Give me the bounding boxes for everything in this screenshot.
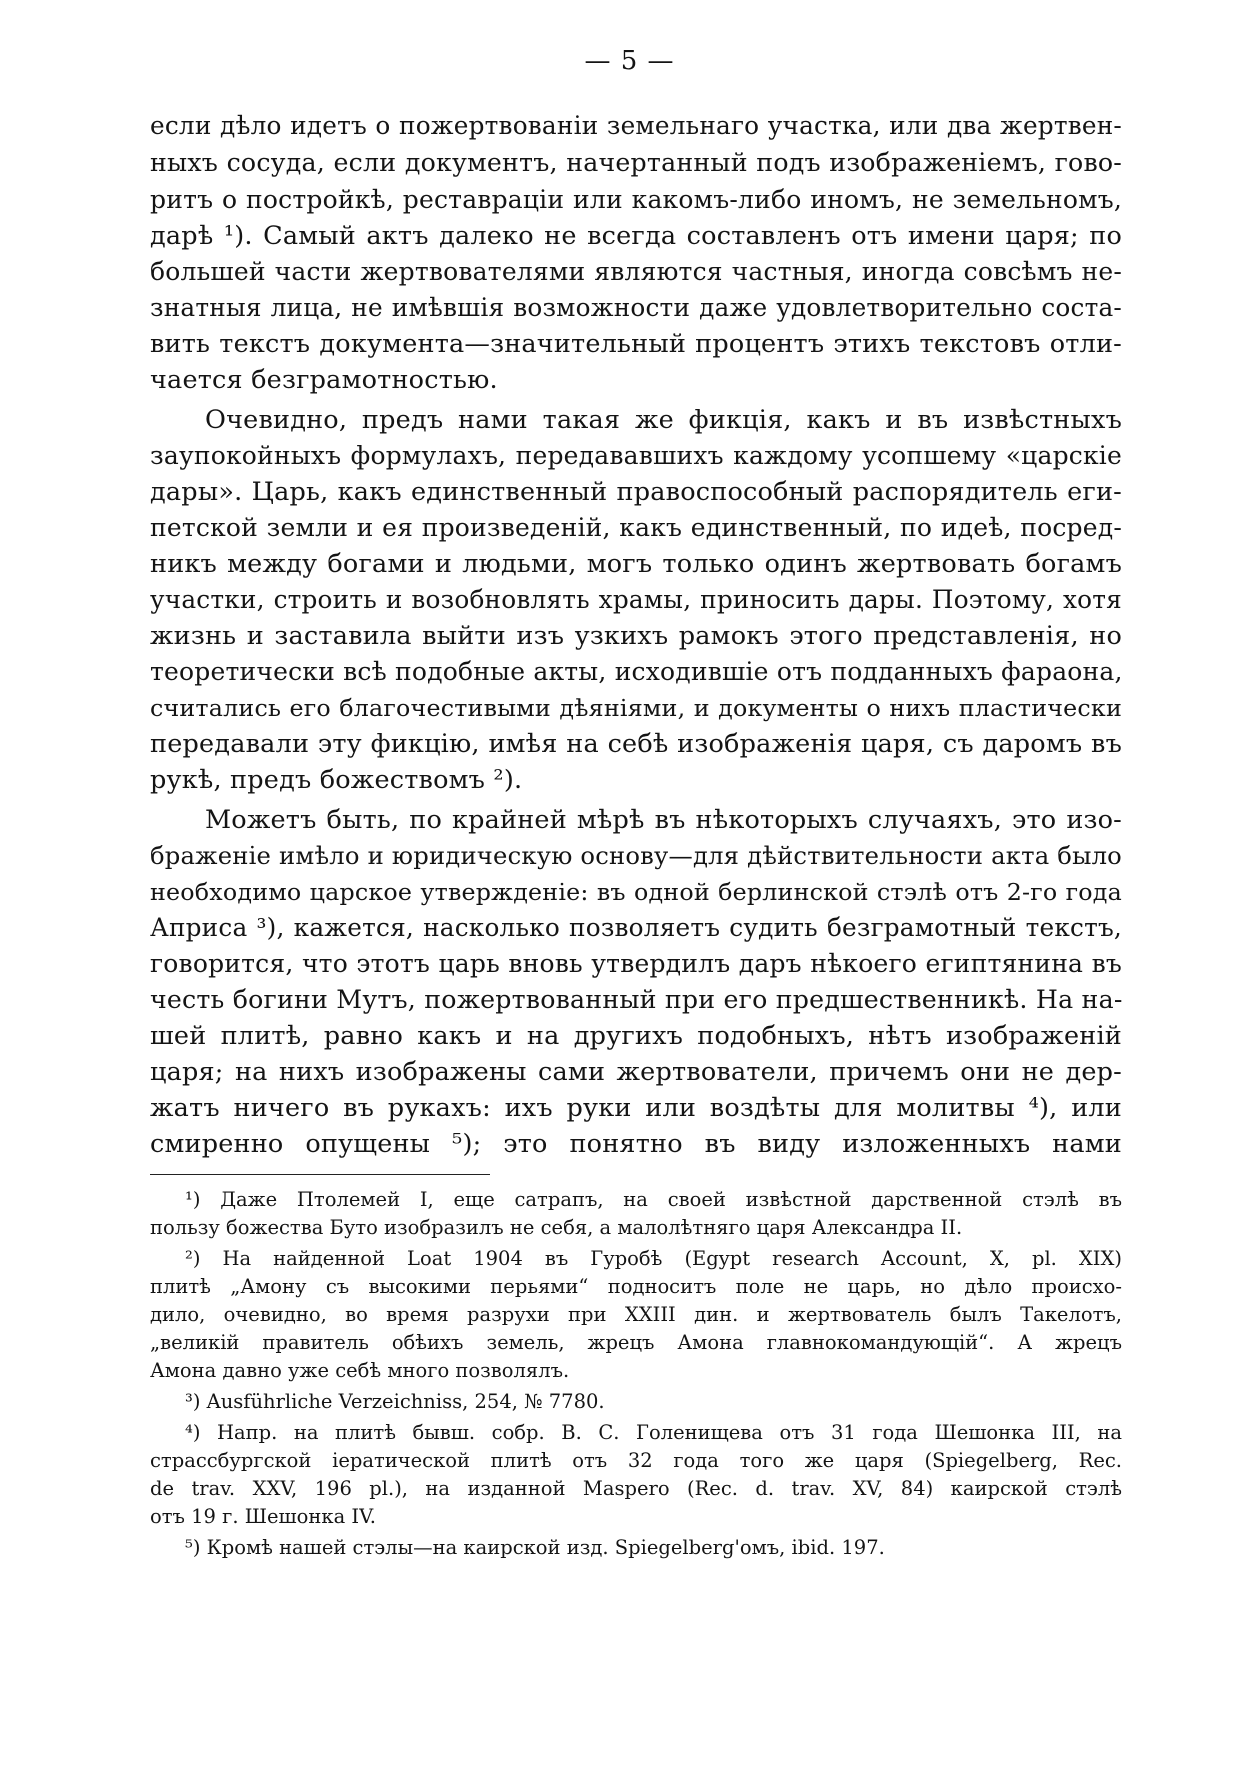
body-line: честь богини Мутъ, пожертвованный при его предшественникѣ. На на- bbox=[150, 985, 1123, 1014]
body-line: заупокойныхъ формулахъ, передававшихъ каждому усопшему «царскіе bbox=[150, 441, 1122, 470]
paragraph-start-line: Можетъ быть, по крайней мѣрѣ въ нѣкоторыхъ случаяхъ, это изо- bbox=[205, 805, 1122, 835]
body-line: жизнь и заставила выйти изъ узкихъ рамокъ этого представленія, но bbox=[150, 621, 1122, 651]
body-line: рукѣ, предъ божествомъ ²). bbox=[150, 765, 523, 795]
footnote-line: плитѣ „Амону съ высокими перьями“ подноситъ поле не царь, но дѣло происхо- bbox=[150, 1275, 1122, 1298]
body-line: теоретически всѣ подобные акты, исходившіе отъ подданныхъ фараона, bbox=[150, 657, 1123, 686]
body-line: передавали эту фикцію, имѣя на себѣ изображенія царя, съ даромъ въ bbox=[150, 729, 1122, 759]
footnote-4: ⁴) Напр. на плитѣ бывш. собр. В. С. Голенищева отъ 31 года Шешонка III, на bbox=[185, 1421, 1122, 1444]
body-line: если дѣло идетъ о пожертвованіи земельнаго участка, или два жертвен- bbox=[150, 111, 1122, 140]
footnote-1: ¹) Даже Птолемей I, еще сатрапъ, на своей извѣстной дарственной стэлѣ въ bbox=[185, 1188, 1122, 1211]
body-line: браженіе имѣло и юридическую основу—для дѣйствительности акта было bbox=[150, 841, 1122, 870]
body-line: знатныя лица, не имѣвшія возможности даже удовлетворительно соста- bbox=[150, 293, 1122, 322]
body-line: царя; на нихъ изображены сами жертвователи, причемъ они не дер- bbox=[150, 1057, 1122, 1087]
paragraph-start-line: Очевидно, предъ нами такая же фикція, какъ и въ извѣстныхъ bbox=[205, 405, 1122, 435]
footnote-5: ⁵) Кромѣ нашей стэлы—на каирской изд. Spiegelberg'омъ, ibid. 197. bbox=[185, 1536, 885, 1559]
body-line: чается безграмотностью. bbox=[150, 365, 498, 395]
body-line: Априса ³), кажется, насколько позволяетъ судить безграмотный текстъ, bbox=[150, 913, 1122, 942]
body-line: шей плитѣ, равно какъ и на другихъ подобныхъ, нѣтъ изображеній bbox=[150, 1021, 1122, 1051]
body-line: дары». Царь, какъ единственный правоспособный распорядитель еги- bbox=[150, 477, 1122, 507]
body-line: вить текстъ документа—значительный процентъ этихъ текстовъ отли- bbox=[150, 329, 1122, 359]
body-line: жатъ ничего въ рукахъ: ихъ руки или воздѣты для молитвы ⁴), или bbox=[150, 1093, 1122, 1123]
body-line: смиренно опущены ⁵); это понятно въ виду изложенныхъ нами bbox=[150, 1129, 1122, 1159]
body-line: большей части жертвователями являются частныя, иногда совсѣмъ не- bbox=[150, 257, 1122, 286]
footnote-line: страссбургской іератической плитѣ отъ 32 года того же царя (Spiegelberg, Rec. bbox=[150, 1449, 1122, 1472]
footnote-line: Амона давно уже себѣ много позволялъ. bbox=[150, 1359, 570, 1382]
body-line: никъ между богами и людьми, могъ только одинъ жертвовать богамъ bbox=[150, 549, 1122, 579]
body-line: участки, строить и возобновлять храмы, приносить дары. Поэтому, хотя bbox=[150, 585, 1122, 614]
footnote-line: дило, очевидно, во время разрухи при XXIII дин. и жертвователь былъ Такелотъ, bbox=[150, 1303, 1122, 1326]
body-line: петской земли и ея произведеній, какъ единственный, по идеѣ, посред- bbox=[150, 513, 1122, 542]
footnote-2: ²) На найденной Loat 1904 въ Гуробѣ (Egypt research Account, X, pl. XIX) bbox=[185, 1247, 1122, 1270]
footnote-line: отъ 19 г. Шешонка IV. bbox=[150, 1505, 377, 1528]
footnote-line: пользу божества Буто изобразилъ не себя, а малолѣтняго царя Александра II. bbox=[150, 1216, 963, 1239]
body-line: ныхъ сосуда, если документъ, начертанный подъ изображеніемъ, гово- bbox=[150, 148, 1122, 177]
body-line: говорится, что этотъ царь вновь утвердилъ даръ нѣкоего египтянина въ bbox=[150, 949, 1122, 978]
footnote-divider bbox=[150, 1174, 490, 1175]
page-number: — 5 — bbox=[584, 46, 675, 76]
footnote-line: „великій правитель обѣихъ земель, жрецъ Амона главнокомандующій“. А жрецъ bbox=[150, 1331, 1122, 1354]
body-line: необходимо царское утвержденіе: въ одной берлинской стэлѣ отъ 2-го года bbox=[150, 878, 1122, 906]
body-line: считались его благочестивыми дѣяніями, и документы о нихъ пластически bbox=[150, 694, 1122, 722]
footnote-3: ³) Ausführliche Verzeichniss, 254, № 7780. bbox=[185, 1390, 605, 1413]
body-line: дарѣ ¹). Самый актъ далеко не всегда составленъ отъ имени царя; по bbox=[150, 221, 1122, 251]
footnote-line: de trav. XXV, 196 pl.), на изданной Maspero (Rec. d. trav. XV, 84) каирской стэлѣ bbox=[150, 1477, 1122, 1500]
body-line: ритъ о постройкѣ, реставраціи или какомъ-либо иномъ, не земельномъ, bbox=[150, 185, 1122, 214]
